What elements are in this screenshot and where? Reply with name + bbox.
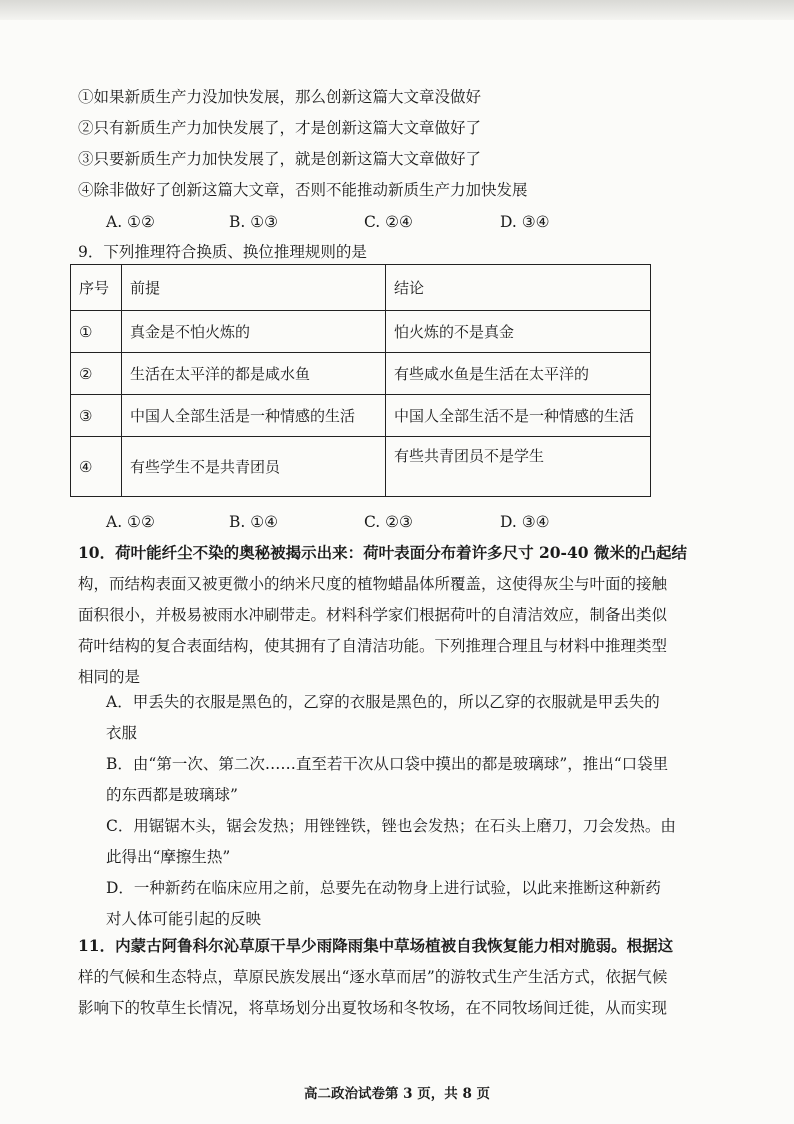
q10-option-c-line-1: C．用锯锯木头，锯会发热；用锉锉铁，锉也会发热；在石头上磨刀，刀会发热。由 <box>106 817 676 835</box>
q10-option-a-line-1: A．甲丢失的衣服是黑色的，乙穿的衣服是黑色的，所以乙穿的衣服就是甲丢失的 <box>106 693 660 711</box>
q10-line-1: 10．荷叶能纤尘不染的奥秘被揭示出来：荷叶表面分布着许多尺寸 20-40 微米的凸起结 <box>78 543 687 562</box>
row-no: ③ <box>71 395 122 437</box>
row-conclusion: 有些共青团员不是学生 <box>386 437 651 497</box>
header-premise: 前提 <box>122 265 386 311</box>
q10-line-5: 相同的是 <box>78 668 141 686</box>
q8-statement-3: ③只要新质生产力加快发展了，就是创新这篇大文章做好了 <box>78 150 482 168</box>
q8-statement-2: ②只有新质生产力加快发展了，才是创新这篇大文章做好了 <box>78 119 482 137</box>
q9-stem: 9．下列推理符合换质、换位推理规则的是 <box>78 243 367 261</box>
q10-line-2: 构，而结构表面又被更微小的纳米尺度的植物蜡晶体所覆盖，这使得灰尘与叶面的接触 <box>78 575 668 593</box>
row-premise: 有些学生不是共青团员 <box>122 437 386 497</box>
q8-option-a: A. ①② <box>106 213 155 231</box>
q11-line-2: 样的气候和生态特点，草原民族发展出“逐水草而居”的游牧式生产生活方式，依据气候 <box>78 968 668 986</box>
q9-option-c: C. ②③ <box>364 513 413 531</box>
row-conclusion: 有些咸水鱼是生活在太平洋的 <box>386 353 651 395</box>
scan-top-shadow <box>0 0 794 20</box>
q10-option-b-line-1: B．由“第一次、第二次……直至若干次从口袋中摸出的都是玻璃球”，推出“口袋里 <box>106 755 669 773</box>
row-no: ② <box>71 353 122 395</box>
q10-line-4: 荷叶结构的复合表面结构，使其拥有了自清洁功能。下列推理合理且与材料中推理类型 <box>78 637 668 655</box>
q8-statement-1: ①如果新质生产力没加快发展，那么创新这篇大文章没做好 <box>78 88 482 106</box>
q8-option-d: D. ③④ <box>500 213 550 231</box>
row-premise: 真金是不怕火炼的 <box>122 311 386 353</box>
q8-option-b: B. ①③ <box>229 213 279 231</box>
q10-option-d-line-2: 对人体可能引起的反映 <box>106 910 262 928</box>
q10-option-a-line-2: 衣服 <box>106 724 138 742</box>
q8-option-c: C. ②④ <box>364 213 413 231</box>
row-no: ④ <box>71 437 122 497</box>
table-row <box>71 395 651 437</box>
q10-option-c-line-2: 此得出“摩擦生热” <box>106 848 231 866</box>
table-row <box>71 353 651 395</box>
q9-option-b: B. ①④ <box>229 513 279 531</box>
q9-option-d: D. ③④ <box>500 513 550 531</box>
q10-option-b-line-2: 的东西都是玻璃球” <box>106 786 238 804</box>
row-premise: 中国人全部生活是一种情感的生活 <box>122 395 386 437</box>
row-premise: 生活在太平洋的都是咸水鱼 <box>122 353 386 395</box>
header-no: 序号 <box>71 265 122 311</box>
page-footer: 高二政治试卷第 3 页，共 8 页 <box>303 1086 491 1102</box>
q8-statement-4: ④除非做好了创新这篇大文章，否则不能推动新质生产力加快发展 <box>78 181 528 199</box>
table-row <box>71 311 651 353</box>
q10-line-3: 面积很小，并极易被雨水冲刷带走。材料科学家们根据荷叶的自清洁效应，制备出类似 <box>78 606 668 624</box>
row-no: ① <box>71 311 122 353</box>
q9-table <box>70 264 651 497</box>
q10-option-d-line-1: D．一种新药在临床应用之前，总要先在动物身上进行试验，以此来推断这种新药 <box>106 879 661 897</box>
row-conclusion: 中国人全部生活不是一种情感的生活 <box>386 395 651 437</box>
header-conclusion: 结论 <box>386 265 651 311</box>
table-row <box>71 437 651 497</box>
row-conclusion: 怕火炼的不是真金 <box>386 311 651 353</box>
q11-line-1: 11．内蒙古阿鲁科尔沁草原干旱少雨降雨集中草场植被自我恢复能力相对脆弱。根据这 <box>78 936 674 955</box>
table-header-row <box>71 265 651 311</box>
q11-line-3: 影响下的牧草生长情况，将草场划分出夏牧场和冬牧场，在不同牧场间迁徙，从而实现 <box>78 999 668 1017</box>
q9-option-a: A. ①② <box>106 513 155 531</box>
